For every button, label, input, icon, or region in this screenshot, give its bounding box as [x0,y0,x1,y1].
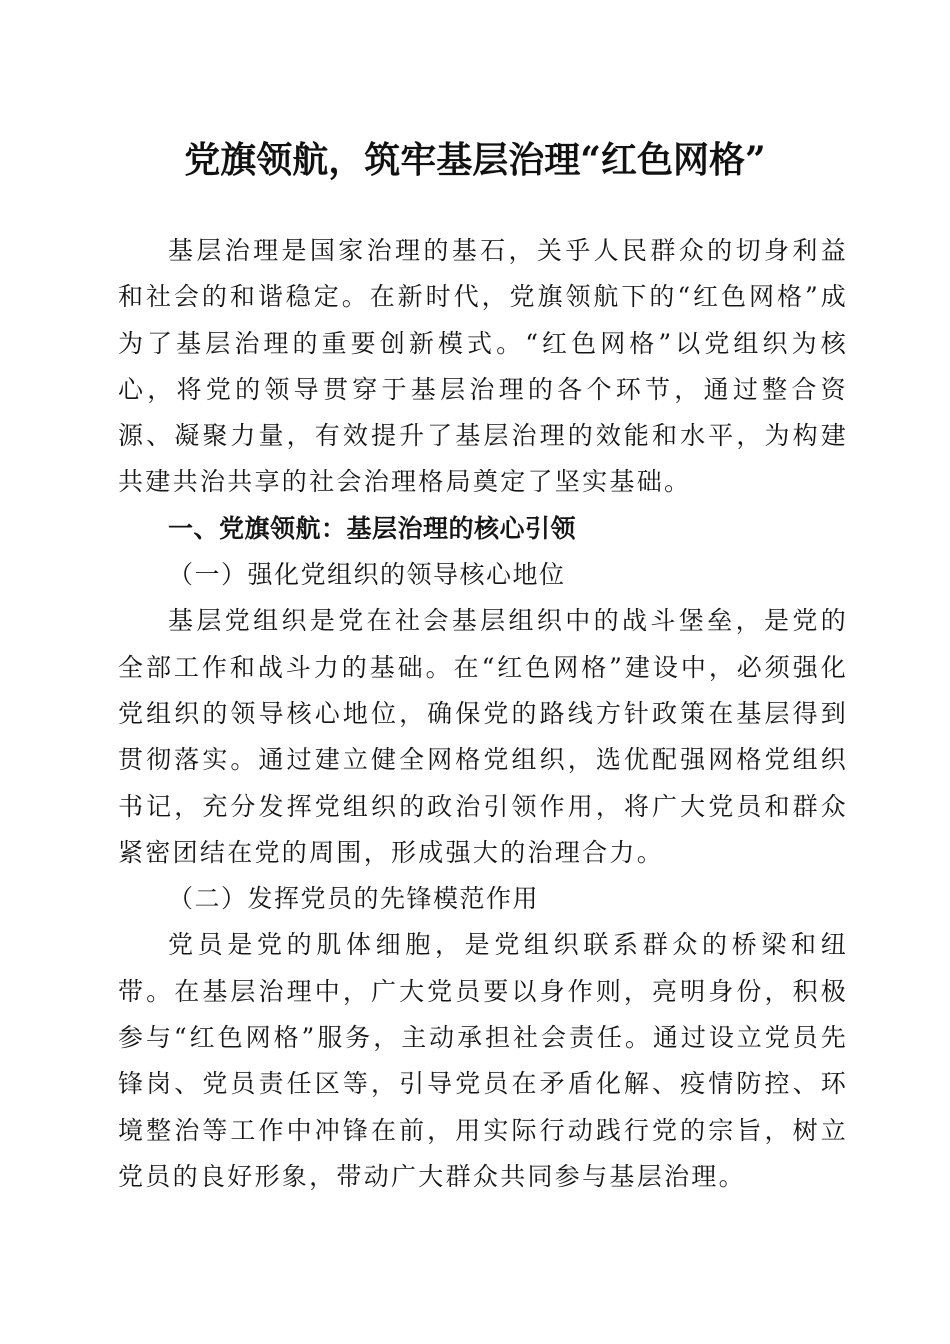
subsection-heading-1: （一）强化党组织的领导核心地位 [168,560,566,590]
subsection-heading-2: （二）发挥党员的先锋模范作用 [168,884,540,914]
document-title: 党旗领航，筑牢基层治理“红色网格” [184,139,766,181]
subsection-paragraph-2: 党员是党的肌体细胞，是党组织联系群众的桥梁和纽带。在基层治理中，广大党员要以身作则，亮明身份，积极参与“红色网格”服务，主动承担社会责任。通过设立党员先锋岗、党员责任区等，引导党员在矛盾化解、疫情防控、环境整治等工作中冲锋在前，用实际行动践行党的宗旨，树立党员的良好形象，带动广大群众共同参与基层治理。 [118,930,848,1191]
section-heading: 一、党旗领航：基层治理的核心引领 [168,513,577,543]
intro-paragraph: 基层治理是国家治理的基石，关乎人民群众的切身利益和社会的和谐稳定。在新时代，党旗领航下的“红色网格”成为了基层治理的重要创新模式。“红色网格”以党组织为核心，将党的领导贯穿于基层治理的各个环节，通过整合资源、凝聚力量，有效提升了基层治理的效能和水平，为构建共建共治共享的社会治理格局奠定了坚实基础。 [118,236,848,497]
subsection-paragraph-1: 基层党组织是党在社会基层组织中的战斗堡垒，是党的全部工作和战斗力的基础。在“红色网格”建设中，必须强化党组织的领导核心地位，确保党的路线方针政策在基层得到贯彻落实。通过建立健全网格党组织，选优配强网格党组织书记，充分发挥党组织的政治引领作用，将广大党员和群众紧密团结在党的周围，形成强大的治理合力。 [118,606,848,867]
document-body [118,228,848,1200]
